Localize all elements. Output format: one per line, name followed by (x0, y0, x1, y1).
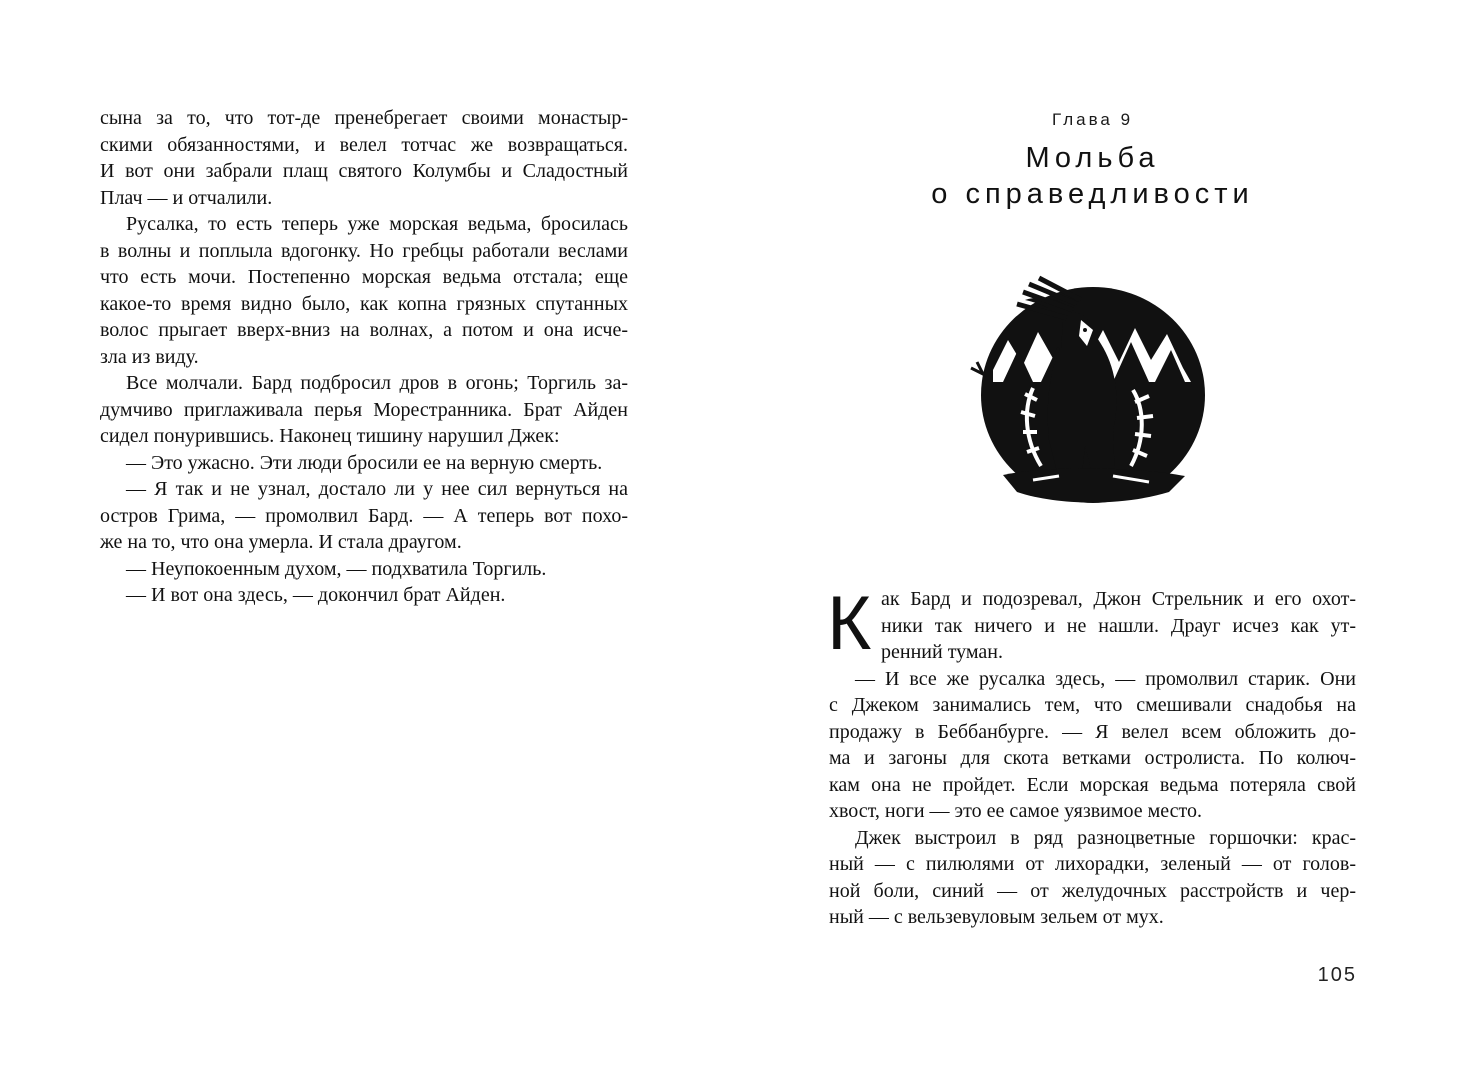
right-text-column (827, 581, 1356, 931)
text-line: ак Бард и подозревал, Джон Стрельник и его охот- (881, 588, 1356, 610)
text-line: что есть мочи. Постепенно морская ведьма отстала; еще (100, 266, 628, 288)
text-line: сидел понурившись. Наконец тишину нарушил Джек: (100, 425, 560, 447)
text-line: — И все же русалка здесь, — промолвил старик. Они (855, 667, 1356, 690)
text-line: ники так ничего и не нашли. Драуг исчез как ут- (881, 614, 1356, 637)
chapter-title-line-1: Мольба (1025, 142, 1160, 174)
text-line: ма и загоны для скота ветками остролиста. По колюч- (829, 747, 1356, 769)
text-line: — Я так и не узнал, достало ли у нее сил вернуться на (126, 478, 628, 500)
page-number: 105 (1317, 964, 1357, 986)
text-line: в волны и поплыла вдогонку. Но гребцы работали веслами (100, 239, 628, 262)
text-line: кам она не пройдет. Если морская ведьма потеряла свой (829, 773, 1356, 796)
woodcut-figure-in-forest-illustration (963, 270, 1223, 510)
text-line: какое-то время видно было, как копна грязных спутанных (100, 292, 628, 315)
drop-cap: К (827, 581, 872, 666)
text-line: с Джеком занимались тем, что смешивали снадобья на (829, 694, 1356, 716)
text-line: — Неупокоенным духом, — подхватила Торгиль. (126, 557, 547, 580)
left-page (0, 0, 728, 1080)
chapter-title (728, 140, 1457, 212)
text-line: остров Грима, — промолвил Бард. — А теперь вот похо- (100, 504, 628, 527)
text-line: Все молчали. Бард подбросил дров в огонь; Торгиль за- (126, 372, 628, 394)
text-line: хвост, ноги — это ее самое уязвимое место. (829, 800, 1203, 822)
text-line: продажу в Беббанбурге. — Я велел всем обложить до- (829, 720, 1356, 743)
text-line: сына за то, что тот-де пренебрегает своими монастыр- (100, 107, 628, 129)
text-line: волос прыгает вверх-вниз на волнах, а потом и она исче- (100, 319, 628, 341)
text-line: Джек выстроил в ряд разноцветные горшочки: крас- (855, 826, 1356, 849)
text-line: ренний туман. (881, 641, 1004, 663)
left-text-column (100, 105, 628, 609)
text-line: скими обязанностями, и велел тотчас же возвращаться. (100, 133, 628, 156)
right-page (728, 0, 1457, 1080)
chapter-title-line-2: о справедливости (931, 178, 1254, 210)
text-line: — Это ужасно. Эти люди бросили ее на верную смерть. (126, 451, 603, 474)
text-line: ной боли, синий — от желудочных расстройств и чер- (829, 879, 1356, 902)
text-line: Русалка, то есть теперь уже морская ведьма, бросилась (126, 213, 628, 235)
text-line: И вот они забрали плащ святого Колумбы и Сладостный (100, 160, 628, 182)
text-line: Плач — и отчалили. (100, 186, 273, 209)
chapter-label: Глава 9 (1051, 110, 1134, 129)
text-line: ный — с вельзевуловым зельем от мух. (829, 906, 1164, 928)
text-line: же на то, что она умерла. И стала драугом. (100, 531, 462, 553)
text-line: зла из виду. (100, 345, 199, 368)
text-line: ный — с пилюлями от лихорадки, зеленый — от голов- (829, 853, 1356, 875)
text-line: — И вот она здесь, — докончил брат Айден. (126, 584, 506, 606)
text-line: думчиво приглаживала перья Морестранника. Брат Айден (100, 398, 628, 421)
